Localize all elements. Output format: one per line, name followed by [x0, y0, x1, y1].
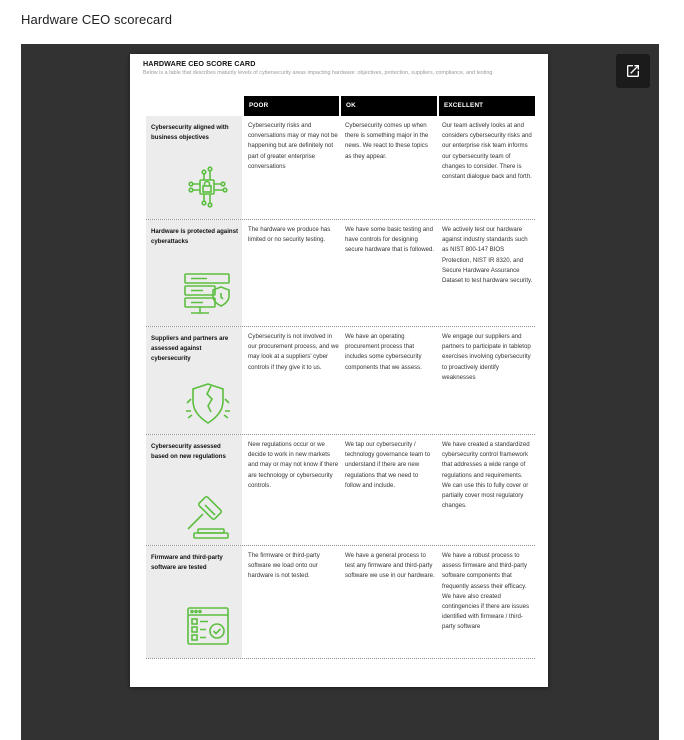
- cell-excellent: We have created a standardized cybersecurity control framework that addresses a wide range of regulations and requirements. We can use this to fully cover or partially cover most regulatory changes.: [442, 441, 530, 510]
- broken-shield-icon: [183, 381, 233, 427]
- row-label: Cybersecurity aligned with business objectives: [151, 124, 229, 142]
- cell-excellent: We engage our suppliers and partners to participate in tabletop exercises involving cybersecurity to proactively identify weaknesses: [442, 333, 531, 381]
- table-row: [146, 435, 535, 546]
- cell-ok: We tap our cybersecurity / technology governance team to understand if there are new regulations that we need to follow and include.: [345, 441, 431, 489]
- table-header-row: [146, 96, 535, 116]
- row-label: Hardware is protected against cyberattacks: [151, 228, 239, 246]
- cell-excellent: We actively test our hardware against industry standards such as NIST 800-147 BIOS Protection, NIST IR 8320, and Secure Hardware Assurance Dataset to test hardware security.: [442, 226, 533, 285]
- row-label-cell: [146, 116, 242, 219]
- table-row: [146, 327, 535, 435]
- row-label: Firmware and third-party software are tested: [151, 554, 223, 572]
- open-in-new-icon: [625, 63, 641, 79]
- cell-poor: The firmware or third-party software we load onto our hardware is not tested.: [248, 552, 320, 580]
- document-title: HARDWARE CEO SCORE CARD: [143, 59, 256, 68]
- table-row: [146, 220, 535, 327]
- table-row: [146, 546, 535, 659]
- cell-poor: The hardware we produce has limited or no security testing.: [248, 226, 331, 244]
- open-in-new-button[interactable]: [616, 54, 650, 88]
- table-row: [146, 116, 535, 220]
- scorecard-table: [146, 96, 535, 659]
- cell-excellent: We have a robust process to assess firmware and third-party software components that frequently assess their efficacy. We have also created contingencies if there are issues identified with firmware / third-party software: [442, 552, 530, 631]
- row-label: Cybersecurity assessed based on new regulations: [151, 443, 226, 461]
- cell-excellent: Our team actively looks at and considers cybersecurity risks and our enterprise risk team informs our cybersecurity team of changes to consider. There is constant dialogue back and forth.: [442, 122, 532, 181]
- row-label-cell: [146, 220, 242, 326]
- row-label: Suppliers and partners are assessed against cybersecurity: [151, 335, 229, 363]
- header-ok: OK: [341, 96, 437, 116]
- browser-checklist-icon: [186, 606, 230, 646]
- row-label-cell: [146, 327, 242, 434]
- cell-poor: Cybersecurity is not involved in our procurement process, and we may look at a suppliers' cyber controls if they give it to us.: [248, 333, 339, 371]
- cell-poor: New regulations occur or we decide to work in new markets and may or may not know if there are technology or cybersecurity controls.: [248, 441, 339, 489]
- circuit-lock-icon: [183, 163, 231, 211]
- cell-ok: We have a general process to test any firmware and third-party software we use in our hardware.: [345, 552, 435, 580]
- cell-poor: Cybersecurity risks and conversations may or may not be happening but are definitely not part of greater enterprise conversations: [248, 122, 338, 170]
- cell-ok: Cybersecurity comes up when there is something major in the news. We react to these topics as they appear.: [345, 122, 429, 160]
- gavel-icon: [182, 495, 236, 541]
- cell-ok: We have an operating procurement process that includes some cybersecurity components that we assess.: [345, 333, 422, 371]
- document-subtitle: Below is a table that describes maturity levels of cybersecurity areas impacting hardware: objectives, protection, suppliers, compliance, and testing.: [143, 70, 494, 76]
- header-poor: POOR: [244, 96, 339, 116]
- row-label-cell: [146, 435, 242, 545]
- row-label-cell: [146, 546, 242, 658]
- document-viewer[interactable]: [21, 44, 659, 740]
- server-shield-icon: [183, 272, 231, 318]
- page-title: Hardware CEO scorecard: [21, 12, 173, 27]
- header-excellent: EXCELLENT: [439, 96, 535, 116]
- cell-ok: We have some basic testing and have controls for designing secure hardware that is followed.: [345, 226, 435, 254]
- scorecard-document: [130, 54, 548, 687]
